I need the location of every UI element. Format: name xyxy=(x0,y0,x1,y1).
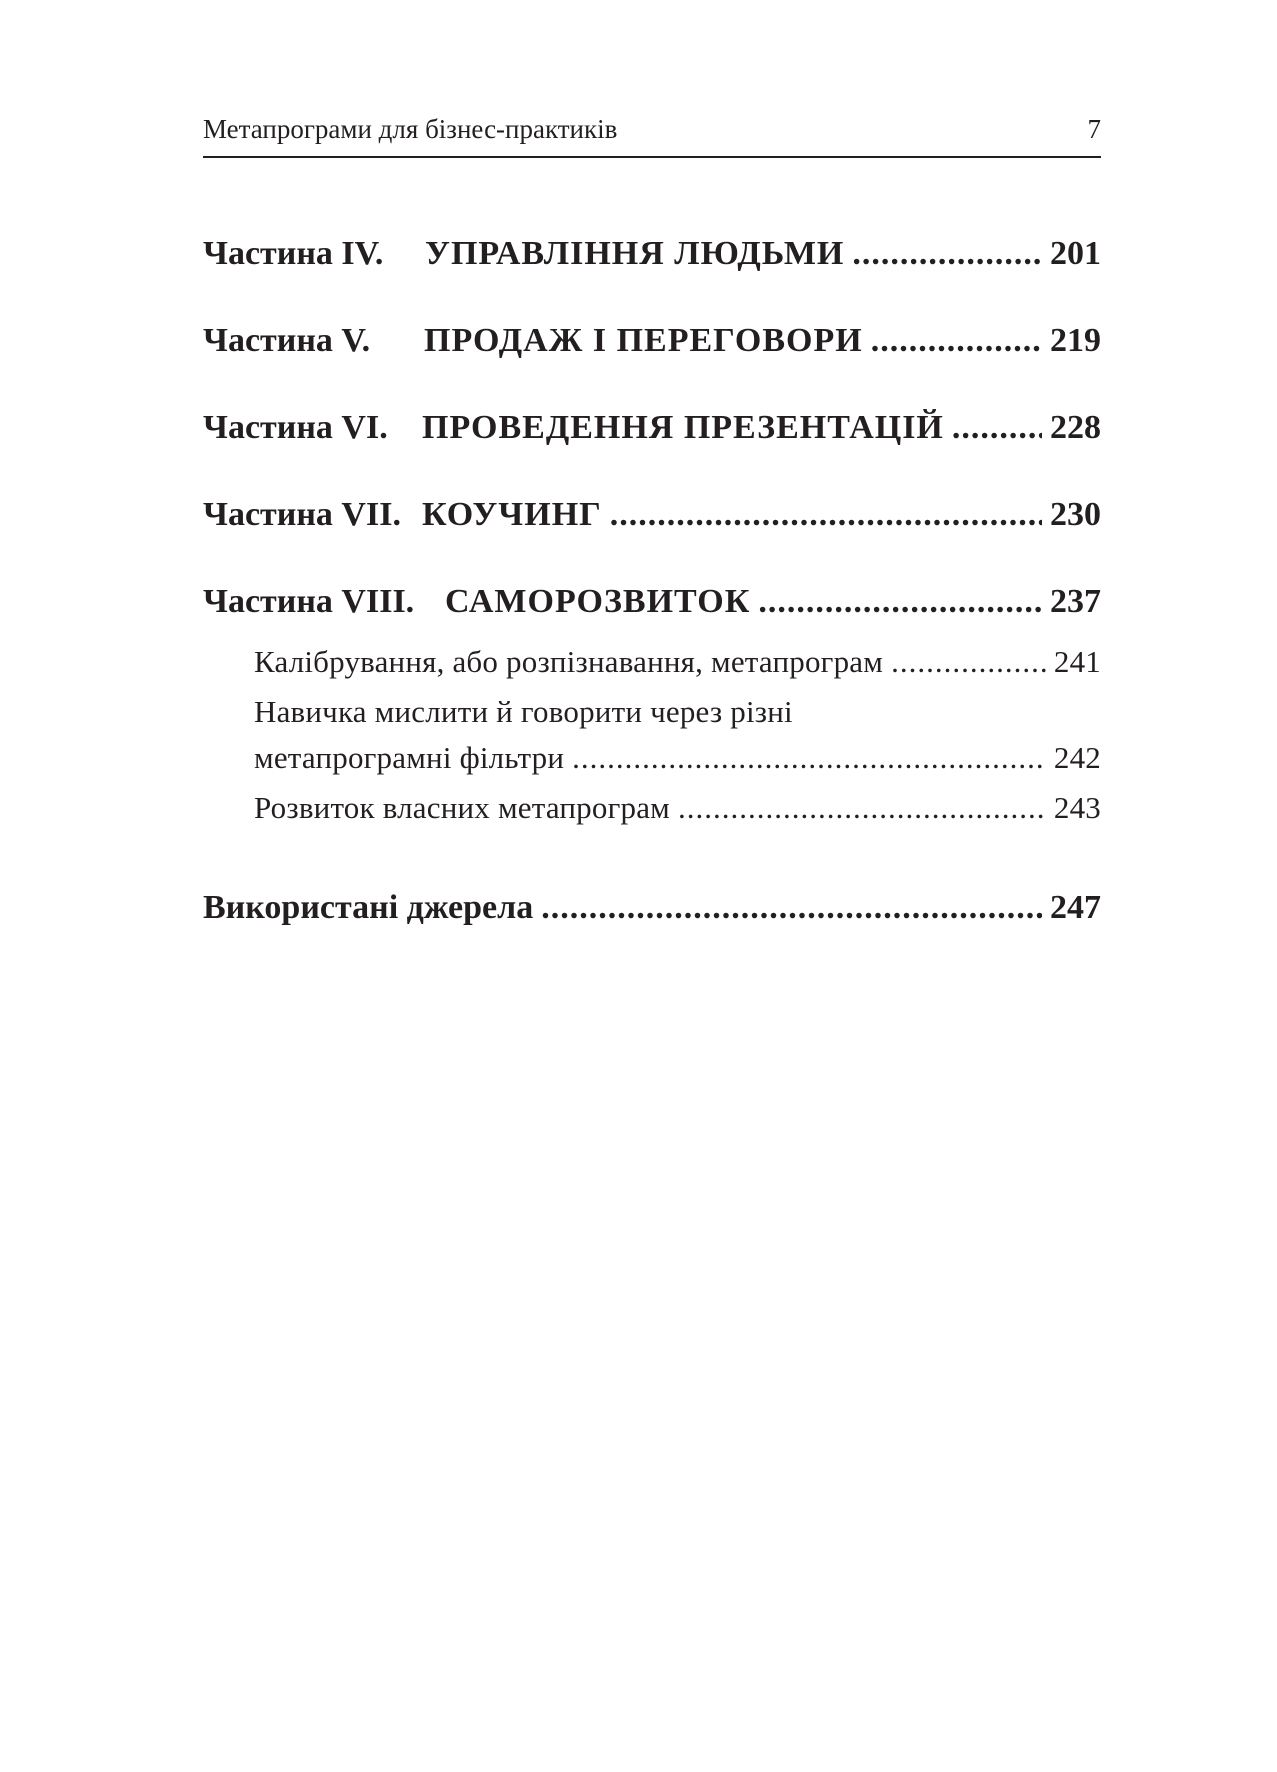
dot-leader xyxy=(572,735,1046,781)
dot-leader xyxy=(678,785,1046,831)
dot-leader xyxy=(610,493,1042,537)
part-label: Частина IV. xyxy=(203,235,384,272)
part-label: Частина VIII. xyxy=(203,583,415,620)
toc-subsection-filters[interactable] xyxy=(254,689,1101,781)
part-page: 219 xyxy=(1050,322,1101,359)
subsection-title-line2: метапрограмні фільтри xyxy=(254,740,565,775)
part-page: 228 xyxy=(1050,409,1101,446)
part-title: УПРАВЛІННЯ ЛЮДЬМИ xyxy=(425,235,845,272)
toc-subsection-development[interactable] xyxy=(254,785,1101,831)
sources-title: Використані джерела xyxy=(203,889,534,926)
dot-leader xyxy=(952,406,1042,450)
table-of-contents xyxy=(203,232,1101,973)
toc-part-vi[interactable] xyxy=(203,406,1101,493)
dot-leader xyxy=(852,232,1042,276)
part-title: КОУЧИНГ xyxy=(422,496,602,533)
part-label: Частина VI. xyxy=(203,409,388,446)
part-page: 230 xyxy=(1050,496,1101,533)
part-page: 237 xyxy=(1050,583,1101,620)
part-page: 201 xyxy=(1050,235,1101,272)
subsection-title: Калібрування, або розпізнавання, метапрограм xyxy=(254,644,884,679)
book-title: Метапрограми для бізнес-практиків xyxy=(203,114,618,144)
page-number: 7 xyxy=(1087,114,1101,144)
toc-part-v[interactable] xyxy=(203,319,1101,406)
sources-page: 247 xyxy=(1050,889,1101,926)
running-head xyxy=(203,112,1101,158)
dot-leader xyxy=(871,319,1042,363)
toc-part-iv[interactable] xyxy=(203,232,1101,319)
subsection-page: 242 xyxy=(1053,740,1101,775)
toc-subsection-calibration[interactable] xyxy=(254,639,1101,685)
part-title: САМОРОЗВИТОК xyxy=(445,583,751,620)
subsection-title-line1: Навичка мислити й говорити через різні xyxy=(254,694,793,729)
subsection-page: 241 xyxy=(1053,644,1101,679)
toc-part-vii[interactable] xyxy=(203,493,1101,580)
part-label: Частина V. xyxy=(203,322,371,359)
subsection-title: Розвиток власних метапрограм xyxy=(254,790,670,825)
subsection-list xyxy=(203,639,1101,831)
subsection-page: 243 xyxy=(1053,790,1101,825)
toc-sources[interactable] xyxy=(203,886,1101,973)
part-title: ПРОДАЖ І ПЕРЕГОВОРИ xyxy=(424,322,863,359)
dot-leader xyxy=(541,886,1042,930)
dot-leader xyxy=(891,639,1046,685)
part-label: Частина VII. xyxy=(203,496,401,533)
dot-leader xyxy=(758,580,1042,624)
part-title: ПРОВЕДЕННЯ ПРЕЗЕНТАЦІЙ xyxy=(422,409,944,446)
